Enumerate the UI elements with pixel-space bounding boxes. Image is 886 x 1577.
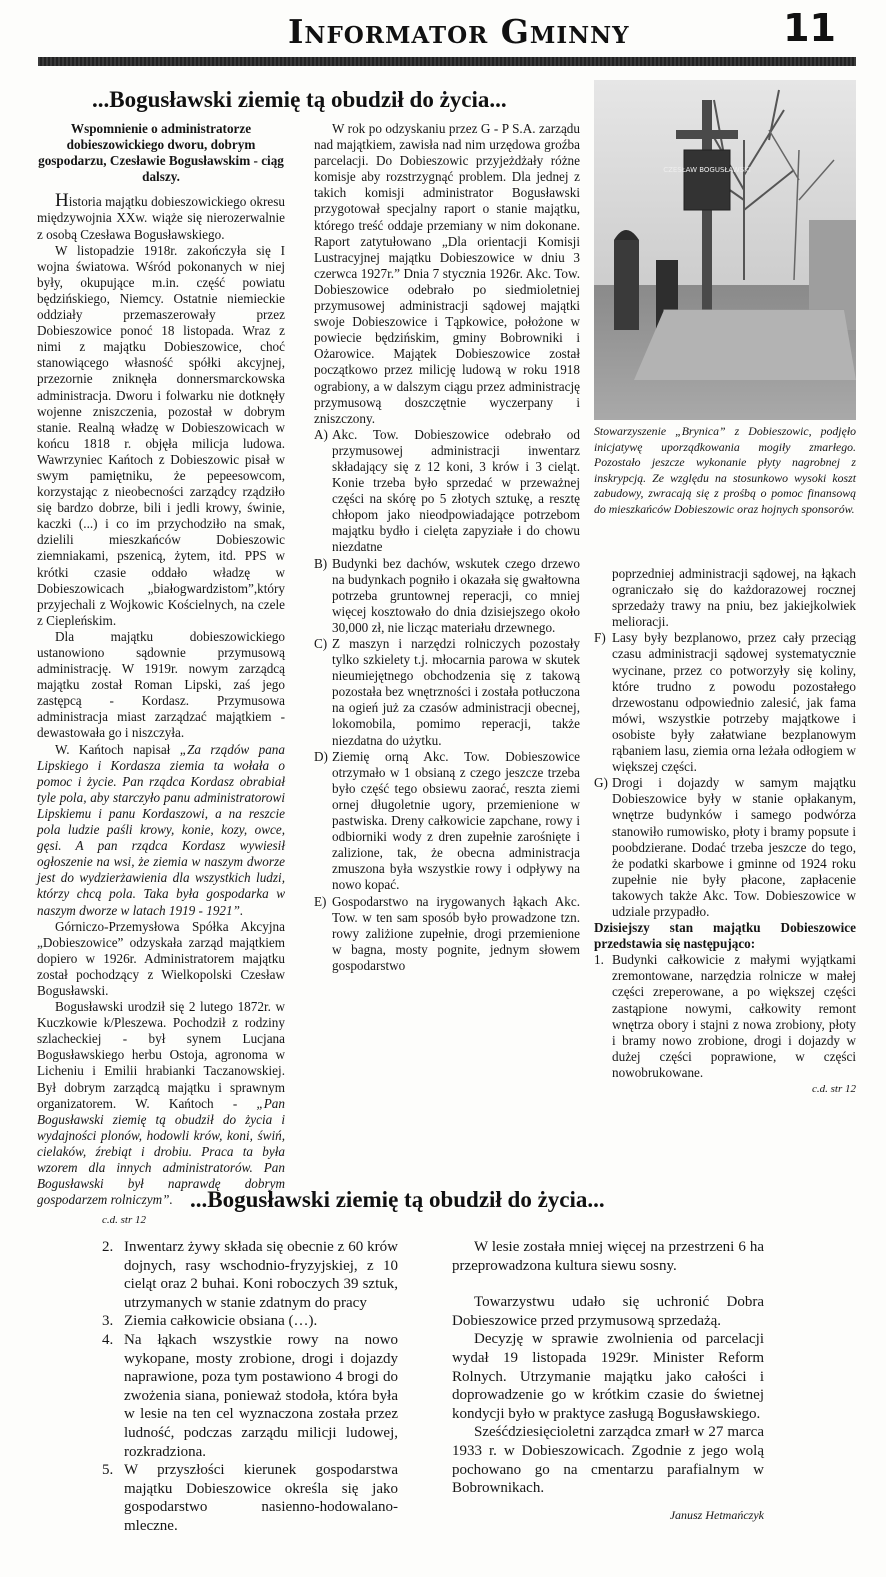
photo-caption: Stowarzyszenie „Brynica” z Dobieszowic, podjęło inicjatywę uporządkowania mogiły zmarłego. Pozostało jeszcze wykonanie płyty nagrobnej z inskrypcją. Ze względu na stosunkowo wysoki koszt zabudowy, zwracają się z prośbą o pomoc finansową do mieszkańców Dobieszowic oraz hojnych sponsorów. [594, 424, 856, 516]
list-text: Na łąkach wszystkie rowy na nowo wykopane, mosty zrobione, drogi i dojazdy naprawione, poza tym postawiono 4 brogi do zwożenia siana, ponieważ stodoła, która była w lesie na ten cel wyznaczona została przez ludność, podczas zarządu milicji ludowej, rozkradziona. [124, 1331, 398, 1460]
list-marker: F) [594, 630, 606, 646]
initial-letter: H [55, 190, 69, 212]
paragraph: Górniczo-Przemysłowa Spółka Akcyjna „Dobieszowice” odzyskała zarząd majątkiem dopiero w 1926r. Administratorem majątku został pochodzący z Wielkopolski Czesław Bogusławski. [37, 918, 285, 998]
section-heading: Dzisiejszy stan majątku Dobieszowice przedstawia się następująco: [594, 920, 856, 952]
list-text: W przyszłości kierunek gospodarstwa majątku Dobieszowice określa się jako gospodarstwo nasienno-hodowalano-mleczne. [124, 1462, 398, 1534]
list-item [314, 427, 580, 556]
article2-column-2 [452, 1238, 764, 1524]
list-marker: B) [314, 555, 328, 571]
paragraph: W listopadzie 1918r. zakończyła się I wojna światowa. Wśród pokonanych w niej były, okupujące m.in. część powiatu będzińskiego, Niemcy. Ostatnie niemieckie oddziały przemaszerowały przez Dobieszowice ponoć 18 listopada. Wraz z nimi z majątku Dobieszowice, choć stanowiącego własność spółki akcyjnej, przezornie zniknęła donnersmarckowska administracja. Dworu i folwarku nie dotknęły wojenne zniszczenia, pozostał w dobrym stanie. Realną władzę w Dobieszowicach w końcu 1818 r. objęła milicja ludowa. Wawrzyniec Kańtoch z Dobieszowic pisał w swym pamiętniku, że pepeesowcom, korzystając z nieobecności zarządcy rządziło się bardzo dobrze, bili i jedli krowy, świnie, kaczki (...) i co im przychodziło na smak, dzielili mieszkańców Dobieszowic ziemniakami, pszenicą, żytem, itd. PPS w krótki czasie oddało władzę w Dobieszowicach „białogwardzistom”,który przyjechali z Wojkowic Kościelnych, na czele z Ciepleńskim. [37, 242, 285, 628]
list-marker: A) [314, 426, 328, 442]
article-column-1 [37, 121, 285, 1208]
list-item [314, 894, 580, 974]
list-item [102, 1238, 398, 1312]
list-text: Ziemię orną Akc. Tow. Dobieszowice otrzymało w 1 obsianą z czego jeszcze trzeba było część tego obsiewu zaorać, reszta ziemi ornej długoletnie ugory, przemienione w pastwiska. Dreny całkowicie zapchane, rowy i odbiorniki wody z dren zupełnie zarośnięte i zalizione, tak, że obecna administracja zmuszona była wszystkie rowy i odpływy na nowo kopać. [332, 748, 580, 893]
list-item [102, 1461, 398, 1535]
list-marker: 3. [102, 1313, 114, 1330]
author-signature: Janusz Hetmańczyk [669, 1507, 764, 1522]
paragraph-text: Bogusławski urodził się 2 lutego 1872r. w Kuczkowie k/Pleszewa. Pochodził z rodziny szlacheckiej - był synem Lucjana Bogusławskiego herbu Ostoja, agronoma w Licheniu i Emilii hrabianki Taczanowskiej. Był dobrym zarządcą majątku i sprawnym organizatorem. W. Kańtoch - [37, 999, 285, 1111]
plaque-text: CZESŁAW BOGUSŁAWSKI [663, 166, 751, 174]
list-text: Ziemia całkowicie obsiana (…). [124, 1313, 318, 1330]
article-headline: ...Bogusławski ziemię tą obudził do życia... [92, 87, 507, 112]
list-text: Akc. Tow. Dobieszowice odebrało od przymusowej administracji inwentarz składający się z 12 koni, 3 krów i 3 cieląt. Konie trzeba było sprzedać w przeważnej części na skórę po 5 złotych sztukę, a resztę chłopom jako nieodpowiadające potrzebom majątku bydło i cielęta zapyziałe i do chowu niezdatne [332, 426, 580, 555]
paragraph: poprzedniej administracji sądowej, na łąkach ograniczało się do każdorazowej rocznej sprzedaży trawy na pniu, bez jakiejkolwiek melioracji. [612, 566, 856, 630]
list-marker: 4. [102, 1331, 114, 1348]
list-item [314, 749, 580, 894]
paragraph [37, 742, 285, 919]
list-marker: D) [314, 748, 328, 764]
list-text: Lasy były bezplanowo, przez cały przeciąg czasu administracji sądowej systematycznie wycinane, przez co potworzyły się koliny, które trudno z powodu pozostałego drzewostanu odpowiednio zalesić, jak fama mówi, wszystkie potrzeby majątkowe i osobiste były załatwiane bezplanowym rąbaniem lasu, ziemia orna leżała odłogiem w większej części. [612, 630, 856, 775]
list-marker: G) [594, 775, 608, 791]
paragraph: Dla majątku dobieszowickiego ustanowiono sądownie przymusową administrację. W 1919r. nowym zarządcą majątku został Roman Lipski, zaś jego zastępcą - Kordasz. Przymusowa administracja miast zarządzać majątkiem - dewastowała go i niszczyła. [37, 628, 285, 741]
article-column-2 [314, 121, 580, 974]
paragraph-text: istoria majątku dobieszowickiego okresu międzywojnia XXw. wiąże się nierozerwalnie z osobą Czesława Bogusławskiego. [37, 194, 285, 242]
continued-note: c.d. str 12 [812, 1083, 856, 1095]
list-item [102, 1331, 398, 1461]
article-lead: Wspomnienie o administratorze dobieszowickiego dworu, dobrym gospodarzu, Czesławie Bogusławskim - ciąg dalszy. [38, 121, 284, 185]
page-number: 11 [783, 6, 836, 50]
list-marker: 1. [594, 952, 604, 968]
list-text: Inwentarz żywy składa się obecnie z 60 krów dojnych, rasy wschodnio-fryzyjskiej, z 10 cieląt oraz 2 buhai. Koni roboczych 39 sztuk, utrzymanych w stanie zdatnym do pracy [124, 1239, 398, 1311]
article-column-3 [594, 566, 856, 1097]
list-item [594, 630, 856, 775]
article2-column-1 [102, 1238, 398, 1536]
paragraph: Towarzystwu udało się uchronić Dobra Dobieszowice przed przymusową sprzedażą. [452, 1294, 764, 1329]
list-item [314, 556, 580, 636]
paragraph [37, 190, 285, 242]
list-marker: E) [314, 893, 327, 909]
list-text: Drogi i dojazdy w samym majątku Dobieszowice były w stanie opłakanym, wnętrze budynków i samego podwórza stanowiło rumowisko, płoty i bramy popsute i poobdzierane. Dodać trzeba jeszcze do tego, że podatki skarbowe i gminne od 1924 roku zupełnie nie były płacone, zapłacenie takowych także Akc. Tow. Dobieszowice w udziale przypadło. [612, 775, 856, 919]
list-text: Gospodarstwo na irygowanych łąkach Akc. Tow. w ten sam sposób było prowadzone tzn. rowy zaliżione zupełnie, drogi przemienione w bagna, mosty pognite, jednym słowem gospodarstwo [332, 893, 580, 973]
item-list [314, 427, 580, 974]
quote: „Pan Bogusławski ziemię tą obudził do życia i wydajności plonów, hodowli krów, koni, świń, cielaków, źrebiąt i drobiu. Praca ta była wzorem dla innych administratorów. Pan Bogusławski był naprawdę dobrym gospodarzem rolniczym”. [37, 1095, 285, 1208]
article2-headline: ...Bogusławski ziemię tą obudził do życia... [190, 1187, 605, 1212]
list-item [102, 1312, 398, 1331]
masthead-title: Informator Gminny [288, 12, 630, 51]
grave-photo [594, 80, 856, 420]
masthead-rule [38, 57, 856, 66]
item-list [594, 630, 856, 920]
list-marker: 2. [102, 1239, 114, 1255]
list-item [594, 775, 856, 920]
list-text: Budynki bez dachów, wskutek czego drzewo na budynkach pogniło i okazała się gwałtowna potrzeba gruntownej reperacji, co mniej więcej kosztowało do dnia dzisiejszego około 30,000 zł, nie licząc materiału drzewnego. [332, 555, 580, 635]
paragraph: Decyzję w sprawie zwolnienia od parcelacji wydał 19 listopada 1929r. Minister Reform Rolnych. Utrzymanie majątku jako całości i doprowadzenie go w krótkim czasie do świetnej kondycji było w praktyce zasługą Bogusławskiego. [452, 1331, 764, 1422]
continued-from-note: c.d. str 12 [102, 1214, 146, 1226]
list-marker: 5. [102, 1462, 114, 1479]
paragraph [37, 999, 285, 1208]
list-item [314, 636, 580, 749]
list-item [594, 952, 856, 1081]
paragraph: W lesie została mniej więcej na przestrzeni 6 ha przeprowadzona kultura siewu sosny. [452, 1239, 764, 1274]
grave-photo-image [594, 80, 856, 420]
paragraph: W rok po odzyskaniu przez G - P S.A. zarządu nad majątkiem, zawisła nad nim urzędowa groźba parcelacji. Do Dobieszowic przyjeżdżały różne komisje aby rozstrzygnąć problem. Dla jednej z takich komisji administrator Bogusławski przygotował specjalny raport o stanie majątku, którego treść oddaje przemiany w nim dokonane. Raport zatytułowano „Dla orientacji Komisji Lustracyjnej majątku Dobieszowice w dniu 3 czerwca 1927r.” Dnia 7 stycznia 1926r. Akc. Tow. Dobieszowice odebrało po siedmioletniej przymusowej administracji sądowej majątki swoje Dobieszowice i Tąpkowice, położone w powiecie będzińskim, gminy Bobrowniki i Ożarowice. Majątek Dobieszowice został początkowo przez milicję ludową w roku 1918 ograbiony, a w dalszym ciągu przez administrację przymusową doszczętnie wyczerpany i zniszczony. [314, 121, 580, 426]
paragraph-text: W. Kańtoch napisał [55, 741, 180, 757]
quote: „Za rządów pana Lipskiego i Kordasza ziemia ta wołała o pomoc i życie. Pan rządca Kordasz obrabiał tyle pola, aby starczyło panu administratorowi Lipskiemu i panu Kordaszowi, a na reszcie pola ludzie paśli krowy, konie, kozy, owce, gęsi. A pan rządca Kordasz wywiesił ogłoszenie na wsi, że ziemia w naszym dworze jest do wydzierżawienia dla wszystkich ludzi, którzy chcą pola. Taka była gospodarka w naszym dworze w latach 1919 - 1921”. [37, 741, 285, 918]
list-text: Z maszyn i narzędzi rolniczych pozostały tylko szkielety t.j. młocarnia parowa w skutek nieumiejętnego obchodzenia się z takową pozostała bez wnętrzności i została potłuczona na ogień już za czasów administracji obecnej, lokomobila, pomimo reperacji, także niezdatna do użytku. [332, 636, 580, 748]
list-marker: C) [314, 636, 328, 651]
masthead [38, 0, 856, 68]
paragraph: Sześćdziesięcioletni zarządca zmarł w 27 marca 1933 r. w Dobieszowicach. Zgodnie z jego wolą pochowano go na cmentarzu parafialnym w Bobrownikach. [452, 1424, 764, 1497]
list-text: Budynki całkowicie z małymi wyjątkami zremontowane, narzędzia rolnicze w małej części zreperowane, a po większej części zastąpione nowymi, całkowity remont wnętrza obory i stajni z nowa zrobiony, płoty i bramy nowo zrobione, drogi i dojazdy w dużej części poprawione, w części nowobrukowane. [612, 952, 856, 1080]
